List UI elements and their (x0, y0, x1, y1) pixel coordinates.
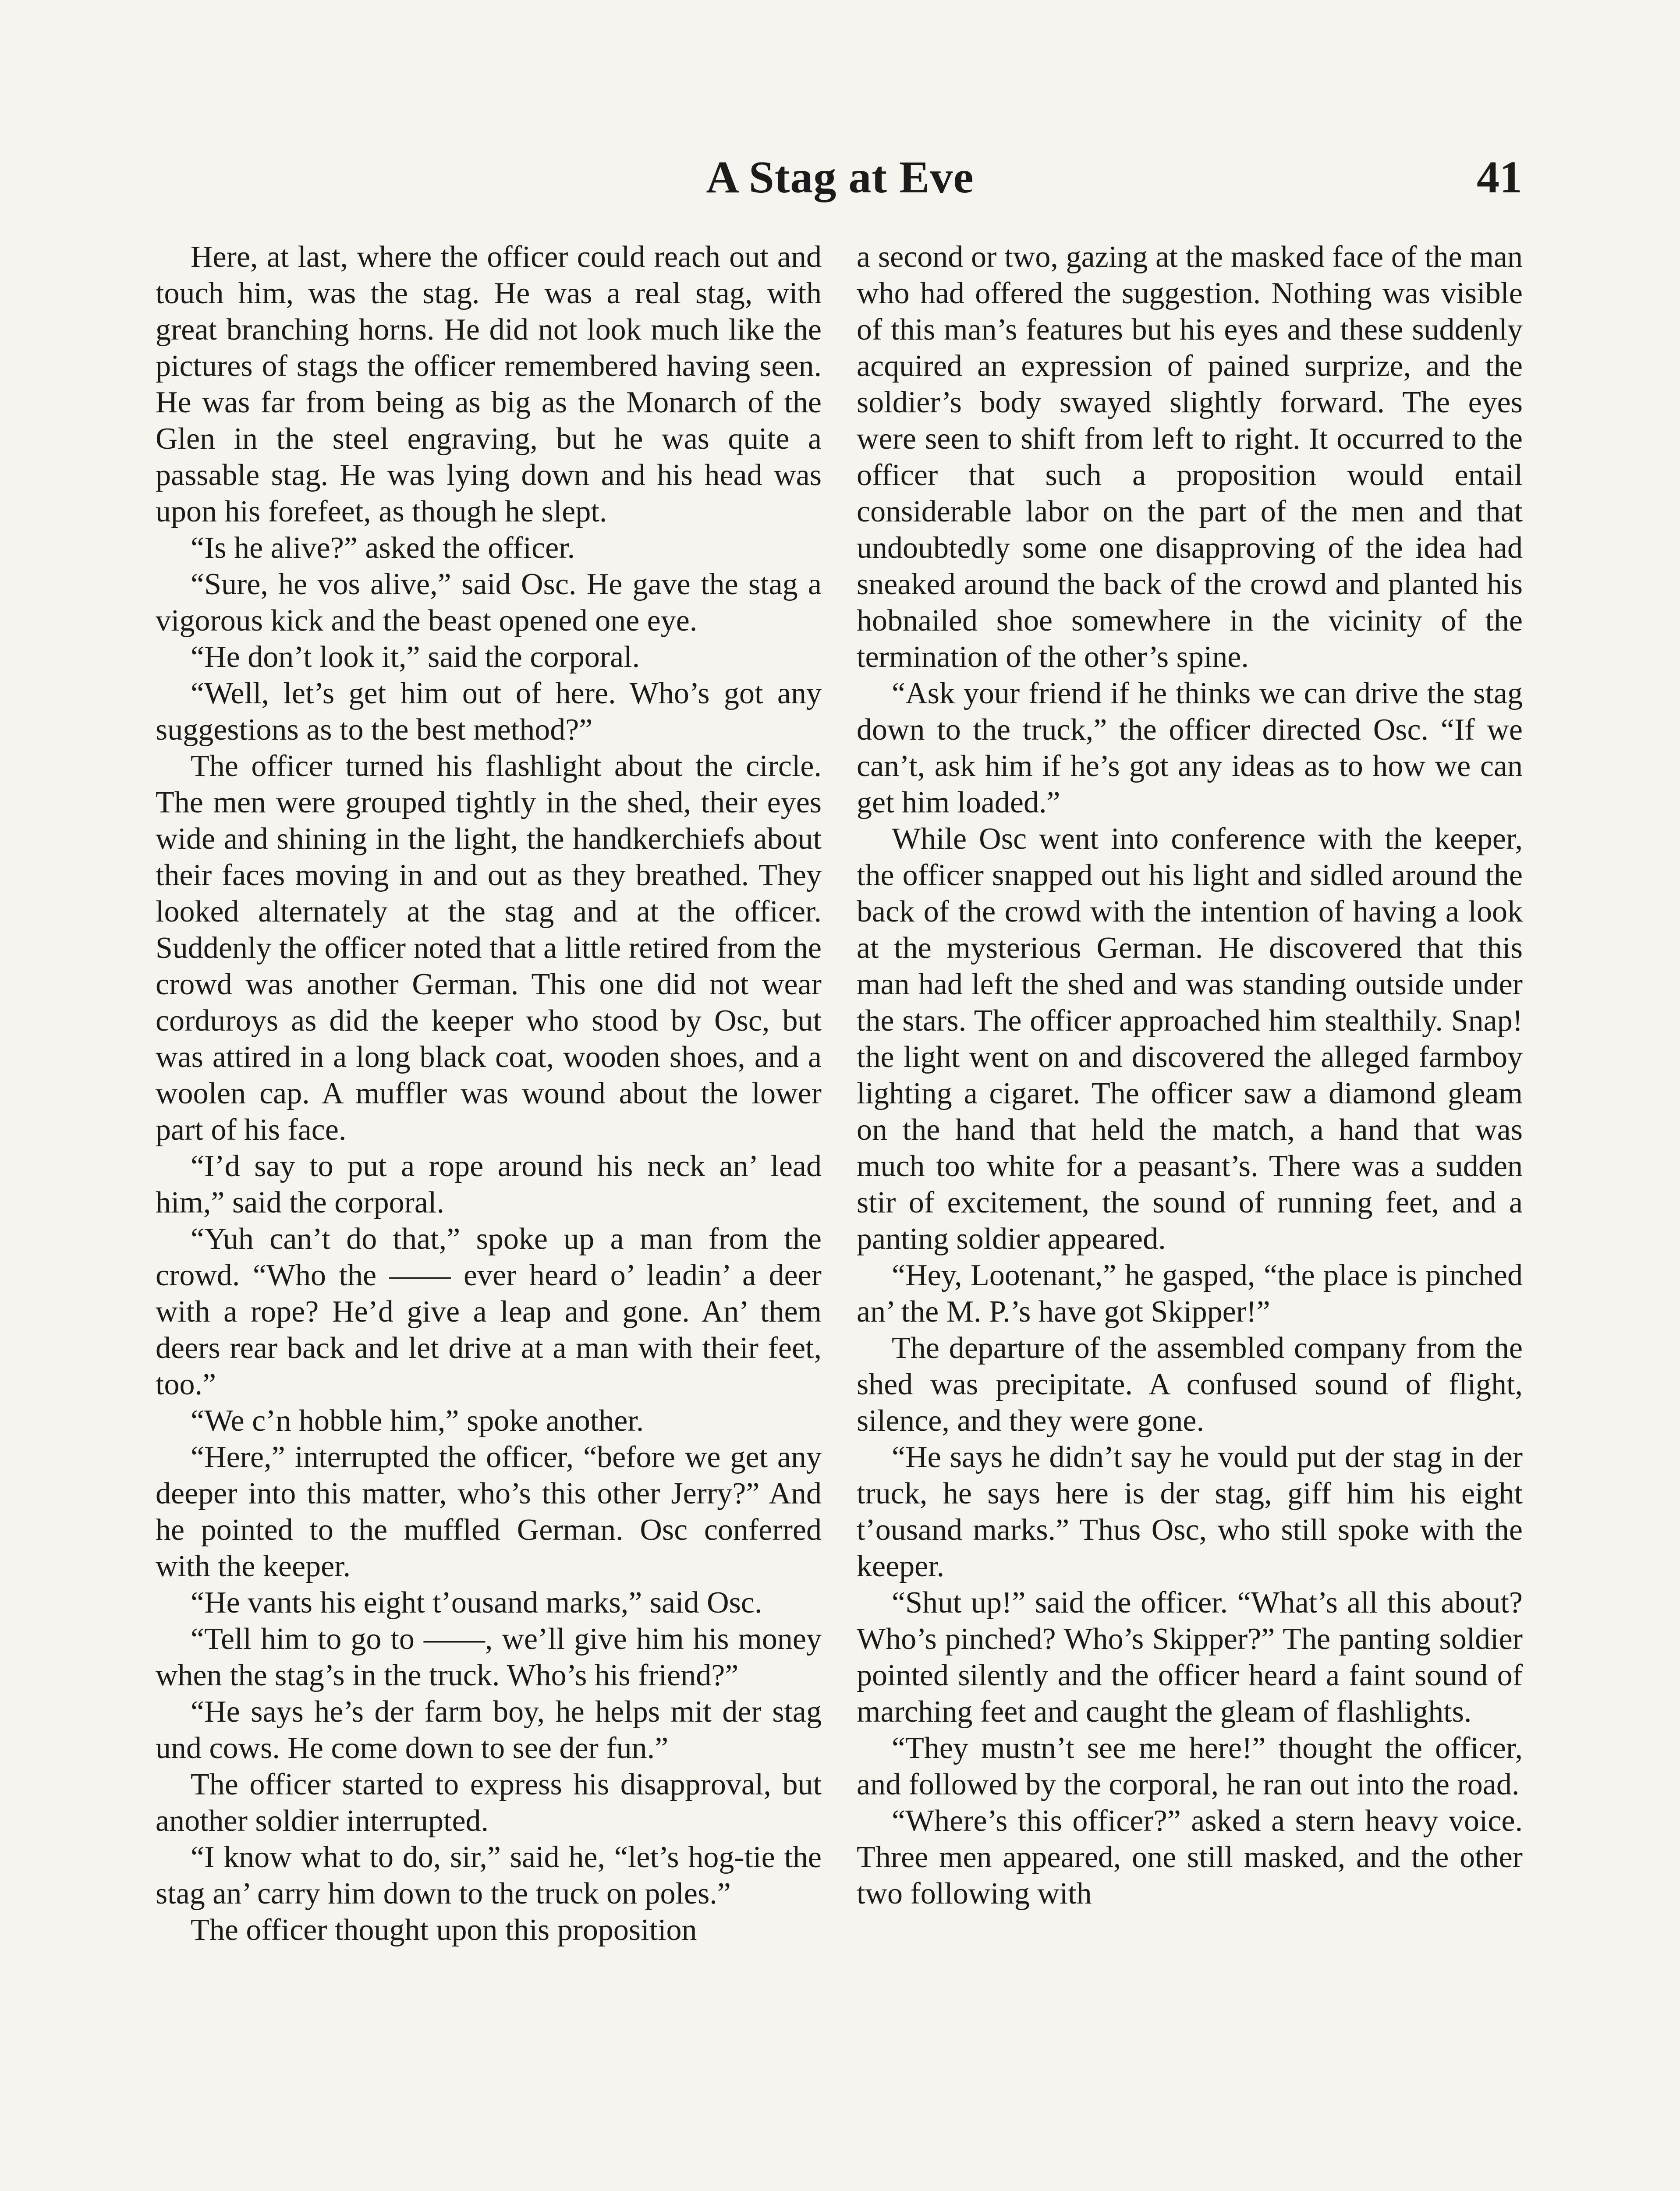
paragraph: “Ask your friend if he thinks we can drive the stag down to the truck,” the officer directed Osc. “If we can’t, ask him if he’s got any ideas as to how we can get him loaded.” (857, 677, 1523, 819)
paragraph: “He says he didn’t say he vould put der stag in der truck, he says here is der stag, giff him his eight t’ousand marks.” Thus Osc, who still spoke with the keeper. (857, 1440, 1523, 1583)
paragraph: While Osc went into conference with the keeper, the officer snapped out his light and sidled around the back of the crowd with the intention of having a look at the mysterious German. He discovered that this man had left the shed and was standing outside under the stars. The officer approached him stealthily. Snap! the light went on and discovered the alleged farmboy lighting a cigaret. The officer saw a diamond gleam on the hand that held the match, a hand that was much too white for a peasant’s. There was a sudden stir of excitement, the sound of running feet, and a panting soldier appeared. (857, 822, 1523, 1256)
paragraph: “He don’t look it,” said the corporal. (191, 640, 640, 674)
paragraph: “Hey, Lootenant,” he gasped, “the place is pinched an’ the M. P.’s have got Skipper!” (857, 1259, 1523, 1329)
paragraph: “Sure, he vos alive,” said Osc. He gave the stag a vigorous kick and the beast opened one eye. (156, 567, 822, 638)
paragraph: “Where’s this officer?” asked a stern heavy voice. Three men appeared, one still masked, and the other two following with (857, 1804, 1523, 1911)
paragraph: The officer started to express his disapproval, but another soldier interrupted. (156, 1768, 822, 1838)
page-number: 41 (1477, 152, 1522, 202)
paragraph: “He vants his eight t’ousand marks,” said Osc. (191, 1586, 762, 1620)
paragraph: “Here,” interrupted the officer, “before we get any deeper into this matter, who’s this other Jerry?” And he pointed to the muffled German. Osc conferred with the keeper. (156, 1440, 822, 1583)
paragraph: Here, at last, where the officer could reach out and touch him, was the stag. He was a real stag, with great branching horns. He did not look much like the pictures of stags the officer remembered having seen. He was far from being as big as the Monarch of the Glen in the steel engraving, but he was quite a passable stag. He was lying down and his head was upon his forefeet, as though he slept. (156, 240, 822, 528)
paragraph: “He says he’s der farm boy, he helps mit der stag und cows. He come down to see der fun.” (156, 1695, 822, 1765)
paragraph: “Shut up!” said the officer. “What’s all this about? Who’s pinched? Who’s Skipper?” The panting soldier pointed silently and the officer heard a faint sound of marching feet and caught the gleam of flashlights. (857, 1586, 1523, 1729)
paragraph: “I’d say to put a rope around his neck an’ lead him,” said the corporal. (156, 1149, 822, 1220)
paragraph: “Yuh can’t do that,” spoke up a man from the crowd. “Who the —— ever heard o’ leadin’ a deer with a rope? He’d give a leap and gone. An’ them deers rear back and let drive at a man with their feet, too.” (156, 1222, 822, 1401)
paragraph: “We c’n hobble him,” spoke another. (191, 1404, 644, 1438)
text-columns (156, 239, 1523, 2191)
paragraph: “Well, let’s get him out of here. Who’s got any suggestions as to the best method?” (156, 677, 822, 747)
right-column (857, 239, 1523, 2191)
paragraph: “Is he alive?” asked the officer. (191, 531, 575, 565)
paragraph: “They mustn’t see me here!” thought the officer, and followed by the corporal, he ran out into the road. (857, 1731, 1523, 1801)
page-header (158, 145, 1522, 215)
paragraph: The departure of the assembled company from the shed was precipitate. A confused sound of flight, silence, and they were gone. (857, 1331, 1523, 1438)
paragraph: “I know what to do, sir,” said he, “let’s hog-tie the stag an’ carry him down to the truck on poles.” (156, 1840, 822, 1911)
paragraph: “Tell him to go to ——, we’ll give him his money when the stag’s in the truck. Who’s his friend?” (156, 1622, 822, 1692)
paragraph: The officer thought upon this proposition (191, 1913, 697, 1947)
page-title: A Stag at Eve (706, 152, 974, 202)
left-column (156, 239, 822, 2191)
paragraph: The officer turned his flashlight about the circle. The men were grouped tightly in the shed, their eyes wide and shining in the light, the handkerchiefs about their faces moving in and out as they breathed. They looked alternately at the stag and at the officer. Suddenly the officer noted that a little retired from the crowd was another German. This one did not wear corduroys as did the keeper who stood by Osc, but was attired in a long black coat, wooden shoes, and a woolen cap. A muffler was wound about the lower part of his face. (156, 749, 822, 1147)
paragraph: a second or two, gazing at the masked face of the man who had offered the suggestion. Nothing was visible of this man’s features but his eyes and these suddenly acquired an expression of pained surprize, and the soldier’s body swayed slightly forward. The eyes were seen to shift from left to right. It occurred to the officer that such a proposition would entail considerable labor on the part of the men and that undoubtedly some one disapproving of the idea had sneaked around the back of the crowd and planted his hobnailed shoe somewhere in the vicinity of the termination of the other’s spine. (857, 240, 1523, 674)
